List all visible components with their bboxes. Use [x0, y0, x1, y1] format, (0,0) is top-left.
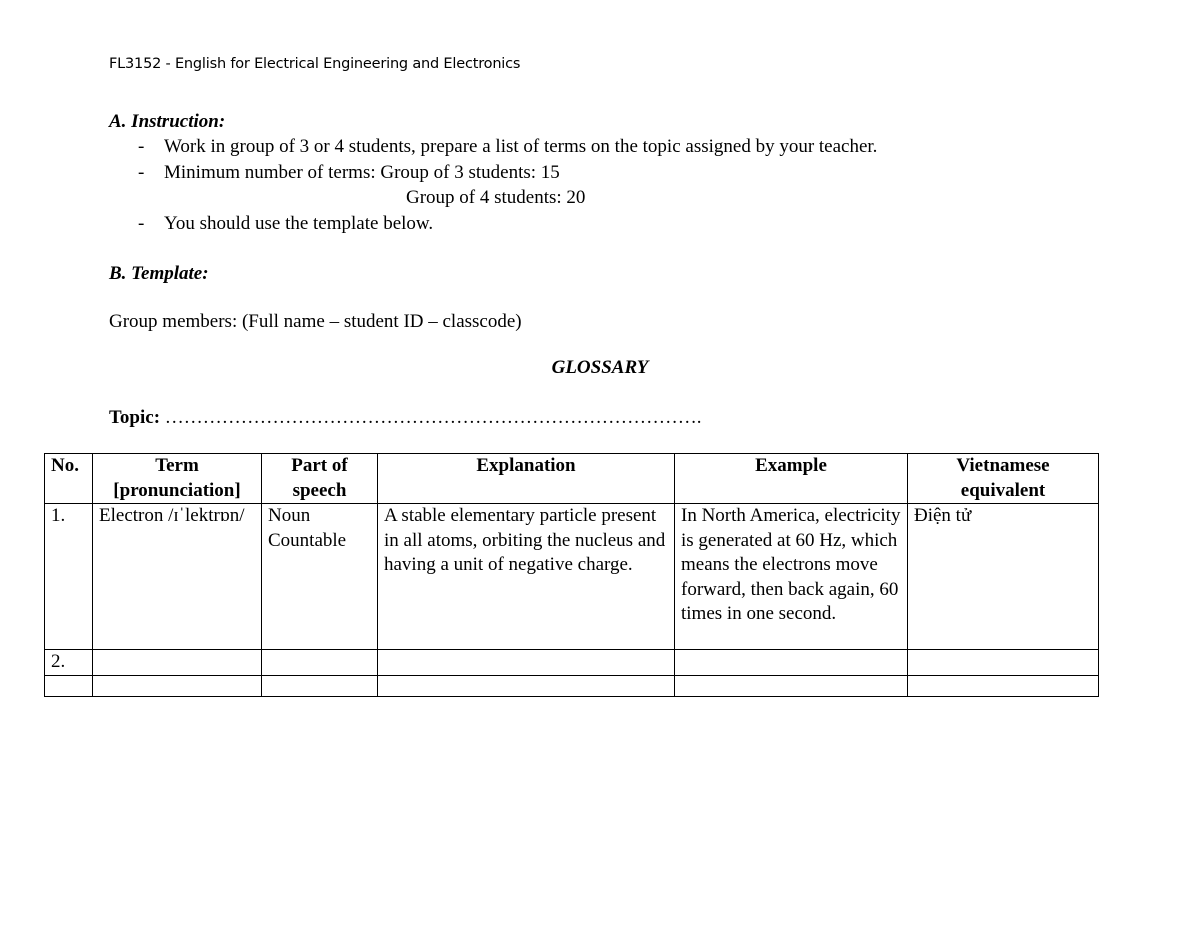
bullet-marker: - — [138, 136, 145, 157]
cell-example: In North America, electricity is generated at 60 Hz, which means the electrons move forward, then back again, 60 times in one second. — [675, 504, 908, 650]
cell-part-of-speech — [262, 650, 378, 676]
header-cell-vietnamese: Vietnamese equivalent — [908, 454, 1099, 504]
table-row — [45, 504, 1099, 650]
cell-term — [93, 650, 262, 676]
cell-vietnamese: Điện tử — [908, 504, 1099, 650]
glossary-title: GLOSSARY — [551, 357, 649, 378]
cell-part-of-speech — [262, 675, 378, 696]
cell-explanation: A stable elementary particle present in all atoms, orbiting the nucleus and having a unit of negative charge. — [378, 504, 675, 650]
cell-explanation — [378, 650, 675, 676]
bullet-marker: - — [138, 213, 145, 234]
cell-part-of-speech: Noun Countable — [262, 504, 378, 650]
instruction-heading: A. Instruction: — [109, 111, 226, 132]
cell-term — [93, 675, 262, 696]
topic-line — [109, 407, 702, 429]
cell-vietnamese — [908, 650, 1099, 676]
header-cell-example: Example — [675, 454, 908, 504]
cell-no — [45, 675, 93, 696]
header-cell-term: Term [pronunciation] — [93, 454, 262, 504]
table-row — [45, 650, 1099, 676]
cell-example — [675, 650, 908, 676]
topic-label: Topic: — [109, 407, 161, 428]
topic-fill: …………………………………………………………………………. — [160, 407, 702, 428]
cell-no: 1. — [45, 504, 93, 650]
bullet-marker: - — [138, 162, 145, 183]
header-cell-no: No. — [45, 454, 93, 504]
table-row — [45, 675, 1099, 696]
instruction-item-text: You should use the template below. — [164, 213, 434, 234]
cell-example — [675, 675, 908, 696]
header-cell-part-of-speech: Part of speech — [262, 454, 378, 504]
template-heading: B. Template: — [109, 263, 209, 284]
course-header: FL3152 - English for Electrical Engineering and Electronics — [109, 56, 521, 72]
table-header-row — [45, 454, 1099, 504]
cell-no: 2. — [45, 650, 93, 676]
instruction-item-text: Work in group of 3 or 4 students, prepare a list of terms on the topic assigned by your teacher. — [164, 136, 878, 157]
glossary-table — [44, 453, 1099, 697]
instruction-item-continuation-text: Group of 4 students: 20 — [406, 187, 586, 208]
instruction-item-text: Minimum number of terms: Group of 3 students: 15 — [164, 162, 560, 183]
header-cell-explanation: Explanation — [378, 454, 675, 504]
cell-vietnamese — [908, 675, 1099, 696]
cell-explanation — [378, 675, 675, 696]
instruction-item-continuation — [406, 187, 585, 209]
group-members-line: Group members: (Full name – student ID – classcode) — [109, 311, 522, 332]
cell-term: Electron /ɪˈlektrɒn/ — [93, 504, 262, 650]
